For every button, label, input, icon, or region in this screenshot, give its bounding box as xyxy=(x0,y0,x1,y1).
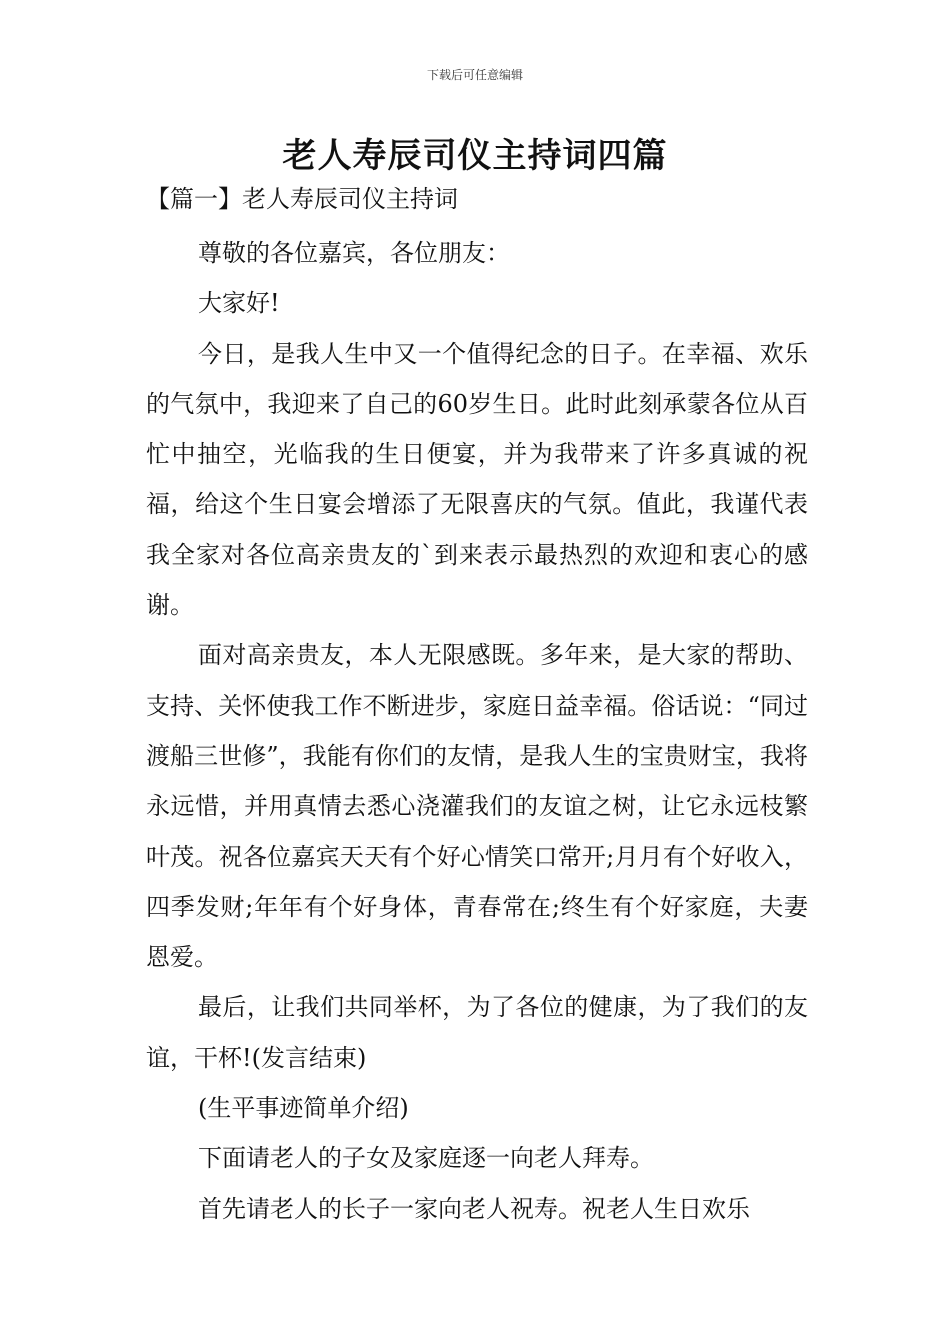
paragraph-biography-note: (生平事迹简单介绍) xyxy=(198,1094,409,1123)
document-body xyxy=(146,228,808,1234)
paragraph-birthday: 今日，是我人生中又一个值得纪念的日子。在幸福、欢乐的气氛中，我迎来了自己的60岁生日。此时此刻承蒙各位从百忙中抽空，光临我的生日便宴，并为我带来了许多真诚的祝福，给这个生日宴会增添了无限喜庆的气氛。值此，我谨代表我全家对各位高亲贵友的`到来表示最热烈的欢迎和衷心的感谢。 xyxy=(146,339,808,620)
paragraph-hello: 大家好! xyxy=(198,289,280,318)
paragraph-gratitude: 面对高亲贵友，本人无限感既。多年来，是大家的帮助、支持、关怀使我工作不断进步，家庭日益幸福。俗话说：“同过渡船三世修”，我能有你们的友情，是我人生的宝贵财宝，我将永远惜，并用真情去悉心浇灌我们的友谊之树，让它永远枝繁叶茂。祝各位嘉宾天天有个好心情笑口常开;月月有个好收入，四季发财;年年有个好身体，青春常在;终生有个好家庭，夫妻恩爱。 xyxy=(146,641,808,972)
paragraph-greeting: 尊敬的各位嘉宾，各位朋友： xyxy=(198,239,510,267)
header-note: 下载后可任意编辑 xyxy=(426,68,523,82)
paragraph-toast: 最后，让我们共同举杯，为了各位的健康，为了我们的友谊，干杯!(发言结束) xyxy=(146,993,808,1072)
paragraph-eldest-son: 首先请老人的长子一家向老人祝寿。祝老人生日欢乐 xyxy=(198,1194,750,1223)
paragraph-family-greeting: 下面请老人的子女及家庭逐一向老人拜寿。 xyxy=(198,1144,654,1173)
document-title: 老人寿辰司仪主持词四篇 xyxy=(282,136,668,176)
section-heading: 【篇一】老人寿辰司仪主持词 xyxy=(146,185,458,213)
